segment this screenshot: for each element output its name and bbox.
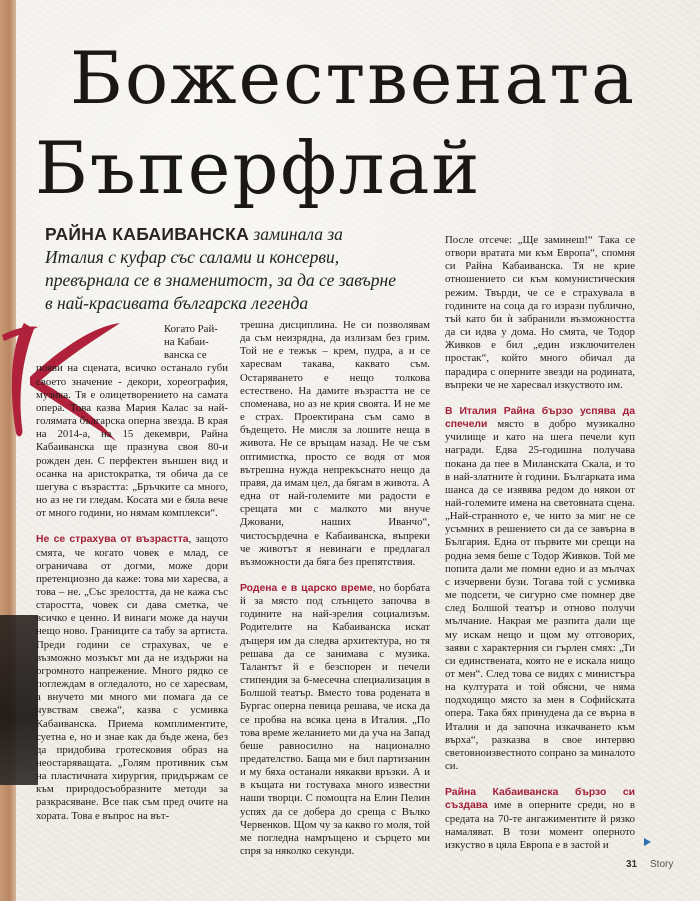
- edge-photo: [0, 615, 38, 785]
- article-title-line2: Бъперфлай: [35, 126, 482, 210]
- body-paragraph: [240, 582, 430, 858]
- body-paragraph: [445, 786, 635, 852]
- lead-name: РАЙНА КАБАИВАНСКА: [45, 224, 250, 244]
- subheading: Райна Кабаиванска бързо си създава: [445, 787, 635, 812]
- article-lead: [45, 223, 405, 315]
- body-paragraph: [36, 533, 228, 822]
- body-paragraph: трешна дисциплина. Не си позволявам да съм неизрядна, да излизам без грим. Той не е тежък – крем, пудра, а и се харесвам такава, каквато съм. Остаряването е нещо толкова естествено. На дамите възрастта не се споменава, но аз не крия своята. И не ме е страх. Проектирана съм само в бъдещето. Не мисля за лошите неща в живота. Не се връщам назад. Не че съм оптимистка, просто се водя от моя вътрешна нужда непрекъснато нещо да правя, да имам цел, да бягам в живота. А една от най-големите ми радости е срещата ми с малкото ми внуче Джовани, наших Иванчо“, чистосърдечна е Кабаиванска, въпреки че животът я невинаги е предлагал възможности да бяга без препятствия.: [240, 319, 430, 568]
- intro-line: Когато Рай-: [164, 323, 218, 335]
- body-text: , защото смята, че когато човек е млад, се ограничава от догми, може дори претенциозно да каже: това ми харесва, а това – не. „Със зрелостта, да не кажа със старостта, човек си дава сметка, че всичко е ценно. И винаги може да научи нещо ново. Границите са табу за артиста. Преди години се страхувах, че е възможно мозъкът ми да не издържи на огромното напрежение. Много рядко се поглеждам в огледалото, но се харесвам, а внучето ми много ми помага да се чувствам свежа“, казва с усмивка Кабаиванска. Приема комплиментите, суетна е, но и знае как да бъде жена, без да придобива гротесковия образ на неостаряващата. „Голям противник съм на пластичната хирургия, придържам се към природосъобразните методи за разкрасяване. Все пак съм пред очите на хората. Това е въпрос на вът-: [36, 533, 228, 822]
- body-text: , но борбата й за място под слънцето започва в годините на най-зрелия социализъм. Родителите на Кабаиванска искат дъщеря им да следва архитектура, но тя решава да се занимава с музика. Талантът й е безспорен и печели стипендия за 6-месечна специализация в Болшой театър. Вместо това родената в Бургас оперна певица решава, че иска да се пробва на всяка цена в Италия. „По това време желанието ми да уча на Запад беше равносилно на национално предателство. Баща ми е бил партизанин и му бяха останали някакви връзки. А и в къщата ни гостуваха много известни наши творци. С помощта на Елин Пелин успях да се добера до среща с Вълко Червенков. Щом чу за какво го моля, той ме погледна намръщено и сърцето ми спря за няколко секунди.: [240, 581, 430, 858]
- body-text: място в добро музикално училище и като на шега печели куп награди. Едва 25-годишна получава покана да пее в Миланската Скала, и то в най-златните ѝ години. Българката има шанса да се изявява редом до някои от най-големите имена на световната сцена. „Най-странното е, че нито за миг не се усъмних в решението си да се завърна в България. Една от първите ми срещи на родна земя беше с Тодор Живков. Той ме попита дали ме помни едно и аз мълчах с изчервени бузи. Тогава той с усмивка ме подсети, че сигурно сме помнер две след Болшой театър и отново получи мълчание. Накрая ме разпита дали ще му искам нещо и щом му отговорих, заяви с характерния си гърлен смях: „Ти си единствената, която не е искала нищо от мен“. След това се видях с министъра на културата и той обясни, че няма подходящо място за мен в Софийската опера. Така бях принудена да се върна в Италия и да започна изкачването към върха“, разказва в своe интервю световноизвестното сопрано за миналото си.: [445, 418, 635, 773]
- intro-line: ванска се: [164, 349, 207, 362]
- intro-line: на Кабаи-: [164, 336, 209, 349]
- body-paragraph: появи на сцената, всичко останало губи своето значение - декори, хореография, музика. Тя е олицетворението на самата опера. Това казва Мария Калас за най-голямата българска оперна звезда. В края на 2014-а, на 15 декември, Райна Кабаиванска ще празнува своя 80-и рожден ден. С перфектен външен вид и осанка на аристократка, тя обича да се шегува с възрастта: „Бръчките са много, но аз не ги гледам. Косата ми е бяла вече от много години, но нямам комплекси“.: [36, 362, 228, 520]
- article-column-2: [240, 319, 430, 858]
- continue-arrow-icon: [644, 838, 651, 846]
- lead-text: заминала за Италия с куфар със салами и консерви, превърнала се в знаменитост, за да се завърне в най-красивата българска легенда: [45, 224, 396, 313]
- page-number: 31: [626, 859, 638, 870]
- article-column-3: [445, 234, 635, 852]
- subheading: Не се страхува от възрастта: [36, 534, 189, 546]
- article-title-line1: Божествената: [70, 36, 637, 120]
- body-text: име в оперните среди, но в средата на 70-те ангажиментите й рязко намаляват. В този момент оперното изкуство в цяла Европа е в застой и: [445, 799, 635, 851]
- subheading: В Италия Райна бързо успява да спечели: [445, 405, 635, 431]
- body-paragraph: [445, 405, 635, 773]
- body-paragraph: После отсече: „Ще заминеш!“ Така се отвори вратата ми към Европа“, спомня си Райна Кабаиванска. Тя не крие отношението си към комунистическия режим. Твърди, че се е страхувала в годините на соца да го изрази публично, тъй като би ѝ забранили възможността да си идва у дома. Но смята, че Тодор Живков е бил „един изключителен простак“, който много обичал да парадира с оперните звезди на родината, въпреки че не харесвал изкуството им.: [445, 234, 635, 391]
- subheading: Родена е в царско време: [240, 582, 373, 594]
- article-column-1: [36, 323, 228, 823]
- section-label: Story: [650, 859, 674, 870]
